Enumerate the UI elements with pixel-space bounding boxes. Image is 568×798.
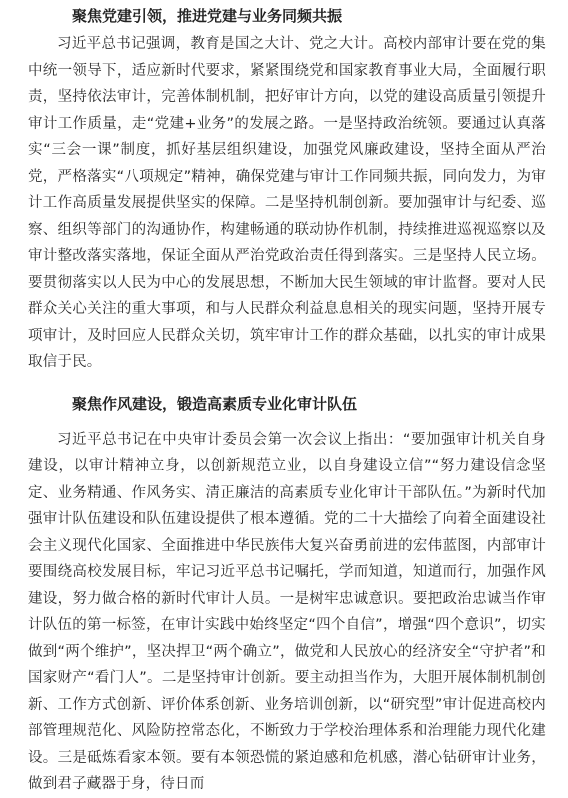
paragraph-work-style: 习近平总书记在中央审计委员会第一次会议上指出：“要加强审计机关自身建设，以审计精神立身，以创新规范立业，以自身建设立信”“努力建设信念坚定、业务精通、作风务实、清正廉洁的高素质专业化审计干部队伍。”为新时代加强审计队伍建设和队伍建设提供了根本遵循。党的二十大描绘了向着全面建设社会主义现代化国家、全面推进中华民族伟大复兴奋勇前进的宏伟蓝图，内部审计要围绕高校发展目标，牢记习近平总书记嘱托，学而知道，知道而行，加强作风建设，努力做合格的新时代审计人员。一是树牢忠诚意识。要把政治忠诚当作审计队伍的第一标签，在审计实践中始终坚定“四个自信”，增强“四个意识”，切实做到“两个维护”，坚决捍卫“两个确立”，做党和人民放心的经济安全“守护者”和国家财产“看门人”。二是坚持审计创新。要主动担当作为，大胆开展体制机制创新、工作方式创新、评价体系创新、业务培训创新，以“研究型”审计促进高校内部管理规范化、风险防控常态化，不断致力于学校治理体系和治理能力现代化建设。三是砥炼看家本领。要有本领恐慌的紧迫感和危机感，潜心钻研审计业务，做到君子藏器于身，待日而: [28, 431, 546, 792]
paragraph-party-building: 习近平总书记强调，教育是国之大计、党之大计。高校内部审计要在党的集中统一领导下，适应新时代要求，紧紧围绕党和国家教育事业大局，全面履行职责，坚持依法审计，完善体制机制，把好审计方向，以党的建设高质量引领提升审计工作质量，走“党建+业务”的发展之路。一是坚持政治统领。要通过认真落实“三会一课”制度，抓好基层组织建设，加强党风廉政建设，坚持全面从严治党，严格落实“八项规定”精神，确保党建与审计工作同频共振，同向发力，为审计工作高质量发展提供坚实的保障。二是坚持机制创新。要加强审计与纪委、巡察、组织等部门的沟通协作，构建畅通的联动协作机制，持续推进巡视巡察以及审计整改落实落地，保证全面从严治党政治责任得到落实。三是坚持人民立场。要贯彻落实以人民为中心的发展思想，不断加大民生领域的审计监督。要对人民群众关心关注的重大事项，和与人民群众利益息息相关的现实问题，坚持开展专项审计，及时回应人民群众关切，筑牢审计工作的群众基础，以扎实的审计成果取信于民。: [28, 36, 546, 370]
section-heading-party-building: 聚焦党建引领，推进党建与业务同频共振: [72, 7, 343, 25]
section-heading-work-style: 聚焦作风建设，锻造高素质专业化审计队伍: [72, 394, 358, 413]
